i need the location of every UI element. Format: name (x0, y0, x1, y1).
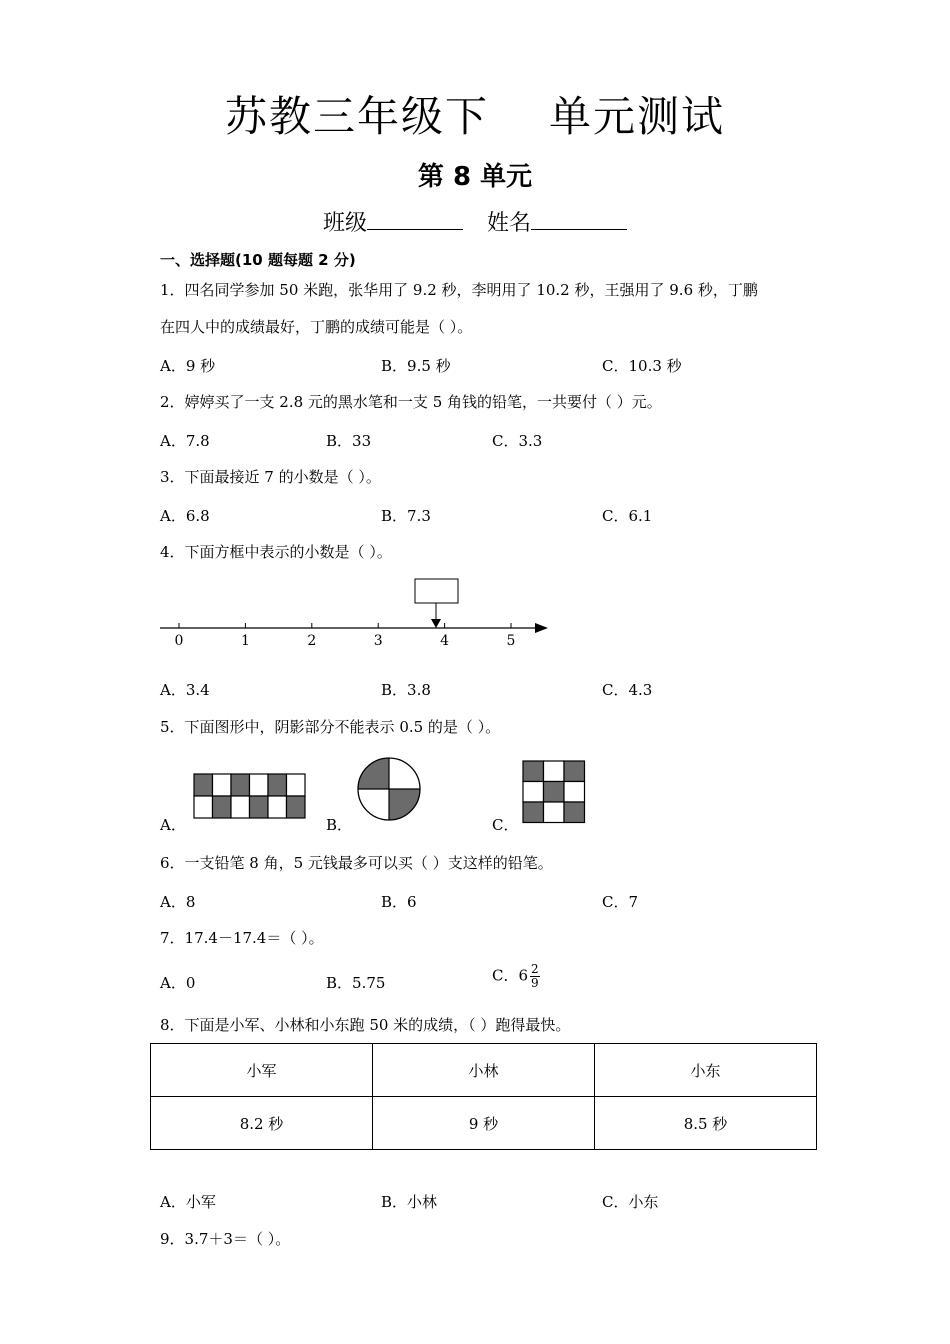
q4-option-b[interactable]: B．3.8 (381, 681, 431, 699)
grid-a-shaded-cell (213, 796, 232, 818)
grid-a-empty-cell (194, 796, 213, 818)
q8-option-a[interactable]: A．小军 (160, 1193, 216, 1211)
grid-a-shaded-cell (287, 796, 306, 818)
grid-c-empty-cell (544, 761, 565, 782)
q1-option-b[interactable]: B．9.5 秒 (381, 357, 451, 375)
grid-a-empty-cell (231, 796, 250, 818)
number-line-tick-label: 2 (307, 633, 317, 649)
question-7: 7．17.4－17.4＝（ ）。 (160, 929, 324, 947)
q6-option-c[interactable]: C．7 (602, 893, 639, 911)
grid-c-shaded-cell (564, 761, 585, 782)
number-line-tick-label: 3 (373, 633, 383, 649)
table-header-cell: 小东 (595, 1044, 817, 1097)
fraction-denominator: 9 (531, 976, 539, 990)
grid-a-empty-cell (268, 796, 287, 818)
axis-arrowhead (535, 623, 548, 633)
q5-option-b[interactable]: B． (326, 816, 353, 834)
q7-option-c[interactable] (492, 963, 540, 990)
q6-option-a[interactable]: A．8 (160, 893, 196, 911)
grid-a-shaded-cell (194, 774, 213, 796)
q4-option-a[interactable]: A．3.4 (160, 681, 210, 699)
q2-option-a[interactable]: A．7.8 (160, 432, 210, 450)
table-row (151, 1097, 817, 1150)
name-label: 姓名 (487, 211, 532, 236)
title-right: 单元测试 (549, 92, 726, 141)
table-cell: 8.5 秒 (595, 1097, 817, 1150)
page-title (0, 84, 950, 144)
question-1-line-1: 1．四名同学参加 50 米跑，张华用了 9.2 秒，李明用了 10.2 秒，王强用了 9.6 秒，丁鹏 (160, 281, 758, 299)
q4-option-c[interactable]: C．4.3 (602, 681, 653, 699)
q5-option-a[interactable]: A． (160, 816, 186, 834)
class-label: 班级 (322, 211, 367, 236)
class-blank[interactable] (367, 209, 463, 230)
results-table (150, 1043, 817, 1150)
question-8: 8．下面是小军、小林和小东跑 50 米的成绩，（ ）跑得最快。 (160, 1016, 571, 1034)
q3-option-b[interactable]: B．7.3 (381, 507, 431, 525)
grid-a-empty-cell (213, 774, 232, 796)
grid-a-shaded-cell (250, 796, 269, 818)
q5-figure-c-grid (521, 759, 587, 825)
grid-a-shaded-cell (231, 774, 250, 796)
table-cell: 9 秒 (373, 1097, 595, 1150)
grid-c-empty-cell (544, 802, 565, 823)
class-name-line (0, 206, 950, 237)
q2-option-c[interactable]: C．3.3 (492, 432, 543, 450)
question-9: 9．3.7＋3＝（ ）。 (160, 1230, 291, 1248)
q1-option-c[interactable]: C．10.3 秒 (602, 357, 682, 375)
section-title: 一、选择题(10 题每题 2 分) (160, 251, 356, 269)
grid-c-empty-cell (523, 782, 544, 803)
table-header-cell: 小林 (373, 1044, 595, 1097)
table-cell: 8.2 秒 (151, 1097, 373, 1150)
grid-a-shaded-cell (268, 774, 287, 796)
q5-figure-a-grid (192, 772, 308, 820)
grid-c-shaded-cell (523, 761, 544, 782)
question-3: 3．下面最接近 7 的小数是（ ）。 (160, 468, 381, 486)
question-4: 4．下面方框中表示的小数是（ ）。 (160, 543, 392, 561)
grid-a-empty-cell (287, 774, 306, 796)
q3-option-a[interactable]: A．6.8 (160, 507, 210, 525)
q2-option-b[interactable]: B．33 (326, 432, 372, 450)
q8-option-b[interactable]: B．小林 (381, 1193, 438, 1211)
number-line-figure (155, 575, 555, 655)
q7-option-c-whole: C．6 (492, 966, 529, 985)
grid-a-empty-cell (250, 774, 269, 796)
title-left: 苏教三年级下 (224, 92, 489, 141)
fraction-numerator: 2 (531, 962, 539, 976)
grid-c-shaded-cell (564, 802, 585, 823)
number-line-tick-label: 1 (240, 633, 250, 649)
name-blank[interactable] (531, 209, 627, 230)
pointer-arrowhead (431, 619, 441, 628)
question-1-line-2: 在四人中的成绩最好，丁鹏的成绩可能是（ ）。 (160, 318, 473, 336)
table-header-cell: 小军 (151, 1044, 373, 1097)
question-2: 2．婷婷买了一支 2.8 元的黑水笔和一支 5 角钱的铅笔，一共要付（ ）元。 (160, 393, 662, 411)
answer-box (415, 579, 458, 603)
q6-option-b[interactable]: B．6 (381, 893, 417, 911)
q5-figure-b-circle (356, 756, 422, 822)
number-line-tick-label: 4 (440, 633, 450, 649)
question-6: 6．一支铅笔 8 角，5 元钱最多可以买（ ）支这样的铅笔。 (160, 854, 553, 872)
grid-c-shaded-cell (544, 782, 565, 803)
grid-c-empty-cell (564, 782, 585, 803)
q7-option-a[interactable]: A．0 (160, 974, 196, 992)
number-line-tick-label: 0 (174, 633, 184, 649)
q1-option-a[interactable]: A．9 秒 (160, 357, 216, 375)
q7-option-b[interactable]: B．5.75 (326, 974, 386, 992)
q8-option-c[interactable]: C．小东 (602, 1193, 659, 1211)
q5-option-c[interactable]: C． (492, 816, 519, 834)
q3-option-c[interactable]: C．6.1 (602, 507, 653, 525)
q7-option-c-fraction (530, 963, 540, 990)
table-header-row (151, 1044, 817, 1097)
question-5: 5．下面图形中，阴影部分不能表示 0.5 的是（ ）。 (160, 718, 501, 736)
grid-c-shaded-cell (523, 802, 544, 823)
unit-subtitle: 第 8 单元 (417, 162, 533, 192)
number-line-tick-label: 5 (506, 633, 516, 649)
